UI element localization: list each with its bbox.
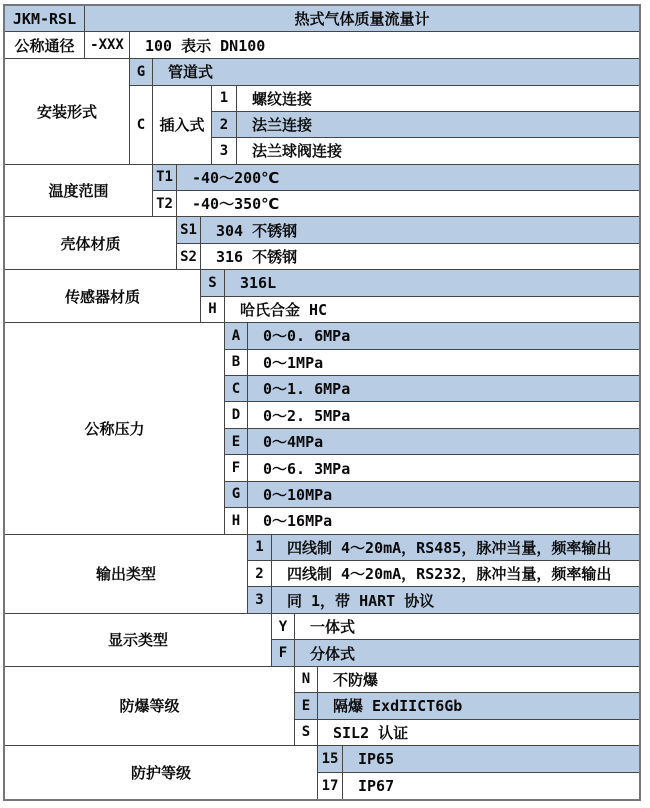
table-title: 热式气体质量流量计: [294, 10, 430, 29]
option-code: C: [225, 376, 248, 401]
spec-row: [225, 482, 639, 508]
option-text: 0～4MPa: [263, 433, 324, 452]
option-text: 304 不锈钢: [216, 221, 298, 240]
spec-row: [201, 270, 639, 296]
option-text: 0～6. 3MPa: [263, 459, 351, 478]
option-text: 不防爆: [333, 670, 379, 689]
option-text: 100 表示 DN100: [145, 36, 266, 55]
option-text: IP65: [358, 750, 395, 769]
section-temperature-range: [5, 165, 639, 218]
option-code: 15: [318, 746, 343, 772]
section-label: 安装形式: [5, 59, 130, 164]
option-code: F: [272, 640, 295, 665]
option-text: 四线制 4～20mA，RS485，脉冲当量，频率输出: [287, 538, 612, 557]
option-text: 0～1MPa: [263, 353, 324, 372]
option-code: Y: [272, 614, 295, 639]
option-code: T2: [153, 191, 177, 216]
option-text: 0～1. 6MPa: [263, 380, 351, 399]
spec-row: [225, 429, 639, 455]
option-code: 1: [212, 86, 237, 111]
option-code: C: [130, 86, 153, 164]
spec-row: [153, 165, 639, 191]
option-code: H: [225, 508, 248, 533]
option-text: 管道式: [168, 63, 214, 82]
option-code: 1: [248, 535, 272, 560]
option-code: T1: [153, 165, 177, 190]
spec-row: [153, 191, 639, 216]
option-text: 316 不锈钢: [216, 248, 298, 267]
spec-row: [225, 508, 639, 533]
spec-row: [212, 138, 639, 163]
option-code: 3: [248, 587, 272, 612]
spec-row: [295, 667, 639, 693]
spec-row: [248, 587, 639, 612]
spec-row: [177, 217, 639, 243]
option-text: IP67: [358, 776, 395, 795]
option-text: 分体式: [310, 644, 356, 663]
option-text: 0～2. 5MPa: [263, 406, 351, 425]
option-code: A: [225, 323, 248, 348]
option-text: 316L: [240, 274, 277, 292]
spec-row: [130, 59, 639, 86]
section-label: 输出类型: [5, 535, 248, 613]
option-code: B: [225, 350, 248, 375]
spec-row: [248, 535, 639, 561]
spec-row: [212, 112, 639, 138]
option-code: S1: [177, 217, 201, 242]
model-code: JKM-RSL: [5, 6, 85, 31]
option-text: 0～16MPa: [263, 512, 333, 531]
spec-row: [177, 244, 639, 269]
section-label: 公称通径: [5, 32, 85, 57]
option-code: 2: [212, 112, 237, 137]
option-text: 插入式: [153, 86, 212, 164]
section-output-type: [5, 535, 639, 614]
spec-row: [318, 773, 639, 799]
option-code: E: [225, 429, 248, 454]
section-protection-grade: [5, 746, 639, 799]
section-nominal-diameter: [5, 32, 639, 58]
option-text: SIL2 认证: [333, 723, 409, 742]
spec-row: [225, 402, 639, 428]
section-label: 壳体材质: [5, 217, 177, 269]
section-label: 防爆等级: [5, 667, 295, 745]
spec-row: [212, 86, 639, 112]
option-code: 2: [248, 561, 272, 586]
option-code: G: [225, 482, 248, 507]
option-text: 螺纹连接: [252, 89, 313, 108]
option-text: 法兰球阀连接: [252, 142, 343, 161]
option-code: D: [225, 402, 248, 427]
section-label: 防护等级: [5, 746, 318, 799]
spec-row: [225, 376, 639, 402]
spec-row: [295, 720, 639, 745]
option-code: S: [295, 720, 318, 745]
section-shell-material: [5, 217, 639, 270]
section-installation-type: [5, 59, 639, 165]
spec-row: [272, 614, 639, 640]
option-text: 法兰连接: [252, 116, 313, 135]
insertion-subsection: [130, 86, 639, 164]
section-label: 温度范围: [5, 165, 153, 217]
option-text: 哈氏合金 HC: [240, 300, 328, 319]
option-code: 17: [318, 773, 343, 799]
spec-row: [225, 455, 639, 481]
option-code: E: [295, 693, 318, 718]
section-nominal-pressure: [5, 323, 639, 534]
option-code: H: [201, 297, 225, 322]
option-text: 同 1，带 HART 协议: [287, 591, 435, 610]
option-text: 0～10MPa: [263, 485, 333, 504]
section-display-type: [5, 614, 639, 667]
option-text: 0～0. 6MPa: [263, 327, 351, 346]
section-label: 显示类型: [5, 614, 272, 666]
section-label: 公称压力: [5, 323, 225, 533]
option-text: -40～350℃: [192, 195, 280, 214]
option-code: F: [225, 455, 248, 480]
option-text: -40～200℃: [192, 168, 280, 187]
spec-row: [295, 693, 639, 719]
section-label: 传感器材质: [5, 270, 201, 322]
spec-row: [272, 640, 639, 665]
option-code: 3: [212, 138, 237, 163]
option-code: N: [295, 667, 318, 692]
option-text: 四线制 4～20mA，RS232，脉冲当量，频率输出: [287, 565, 612, 584]
option-code: -XXX: [85, 32, 130, 57]
section-sensor-material: [5, 270, 639, 323]
spec-row: [248, 561, 639, 587]
option-code: S2: [177, 244, 201, 269]
section-explosion-proof-grade: [5, 667, 639, 746]
header-row: [5, 6, 639, 32]
spec-row: [225, 350, 639, 376]
option-code: G: [130, 59, 153, 85]
spec-row: [225, 323, 639, 349]
spec-row: [201, 297, 639, 322]
option-code: S: [201, 270, 225, 295]
spec-row: [318, 746, 639, 773]
option-text: 隔爆 ExdIICT6Gb: [333, 697, 463, 716]
model-selection-table: [3, 4, 641, 801]
option-text: 一体式: [310, 618, 356, 637]
